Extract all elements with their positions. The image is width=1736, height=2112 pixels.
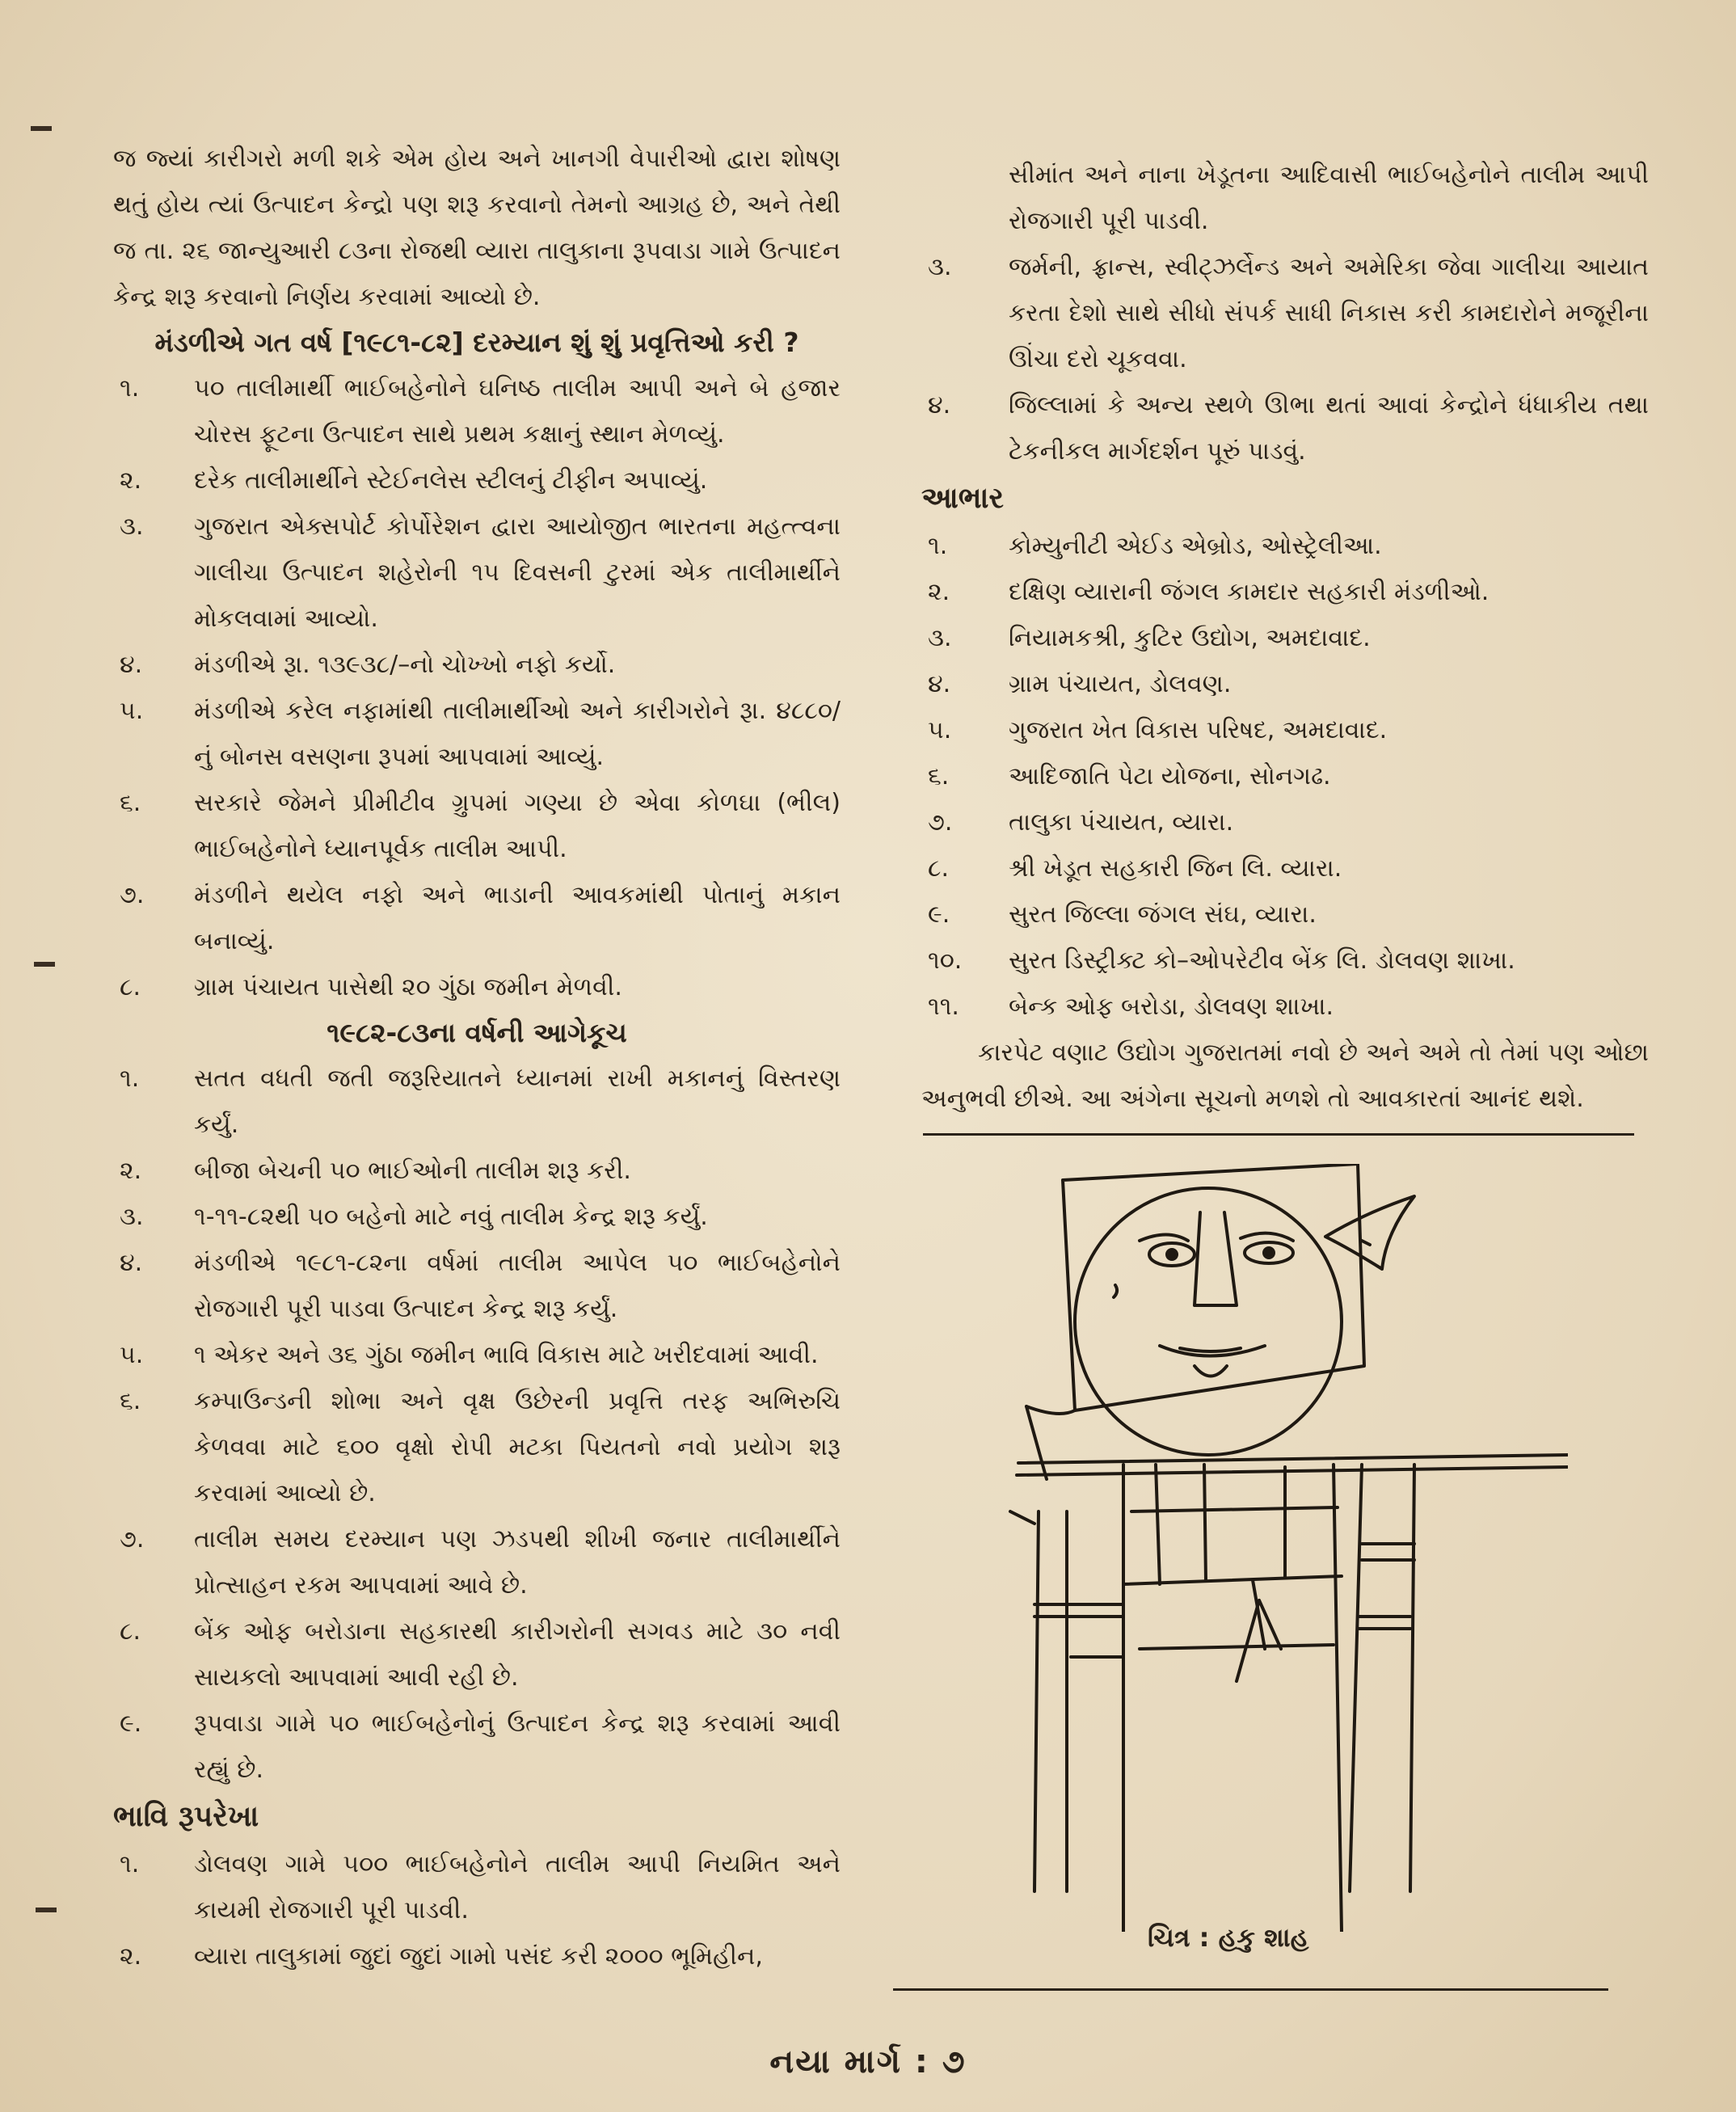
item-number: ૭. [120, 1525, 145, 1553]
list-item [921, 799, 1649, 845]
item-number: ૭. [928, 808, 953, 837]
divider-line [923, 1133, 1634, 1136]
item-text: ડોલવણ ગામે ૫૦૦ ભાઈબહેનોને તાલીમ આપી નિયમિત અને કાયમી રોજગારી પૂરી પાડવી. [194, 1850, 841, 1924]
item-text: સતત વધતી જતી જરૂરિયાતને ધ્યાનમાં રાખી મકાનનું વિસ્તરણ કર્યું. [194, 1064, 841, 1139]
list-item [921, 244, 1649, 382]
list-item [113, 504, 841, 642]
closing-paragraph: કારપેટ વણાટ ઉદ્યોગ ગુજરાતમાં નવો છે અને અમે તો તેમાં પણ ઓછા અનુભવી છીએ. આ અંગેના સૂચનો મળશે તો આવકારતાં આનંદ થશે. [921, 1039, 1649, 1113]
list-item [921, 892, 1649, 938]
list-item [113, 1378, 841, 1516]
item-number: ૬. [120, 789, 141, 817]
list-item [113, 1194, 841, 1240]
list-item [113, 642, 841, 688]
divider-line-bottom [893, 1988, 1608, 1991]
item-text: સુરત ડિસ્ટ્રીક્ટ કો–ઓપરેટીવ બેંક લિ. ડોલવણ શાખા. [1009, 946, 1515, 975]
item-text: શ્રી ખેડૂત સહકારી જિન લિ. વ્યારા. [1009, 854, 1342, 883]
list-item [921, 569, 1649, 615]
item-text: કમ્પાઉન્ડની શોભા અને વૃક્ષ ઉછેરની પ્રવૃત્તિ તરફ અભિરુચિ કેળવવા માટે ૬૦૦ વૃક્ષો રોપી મટકા પિયતનો નવો પ્રયોગ શરૂ કરવામાં આવ્યો છે. [194, 1387, 841, 1507]
item-text: મંડળીએ રૂા. ૧૩૯૩૮/–નો ચોખ્ખો નફો કર્યો. [194, 651, 616, 679]
item-number: ૭. [120, 881, 145, 909]
item-number: ૨. [120, 466, 142, 495]
item-number: ૧. [928, 532, 948, 560]
list-item [921, 984, 1649, 1030]
item-text: દક્ષિણ વ્યારાની જંગલ કામદાર સહકારી મંડળીઓ. [1009, 578, 1490, 606]
acknowledgement-list [921, 523, 1649, 1030]
list-item [921, 661, 1649, 707]
item-text: મંડળીએ ૧૯૮૧-૮૨ના વર્ષમાં તાલીમ આપેલ ૫૦ ભાઈબહેનોને રોજગારી પૂરી પાડવા ઉત્પાદન કેન્દ્ર શરૂ કર્યું. [194, 1249, 841, 1323]
list-item [113, 1332, 841, 1378]
item-number: ૯. [928, 900, 950, 929]
item-text: બીજા બેચની ૫૦ ભાઈઓની તાલીમ શરૂ કરી. [194, 1157, 631, 1185]
item-text: રૂપવાડા ગામે ૫૦ ભાઈબહેનોનું ઉત્પાદન કેન્દ્ર શરૂ કરવામાં આવી રહ્યું છે. [194, 1709, 841, 1784]
item-number: ૨. [120, 1157, 142, 1185]
future-plan-list [113, 1841, 841, 1979]
item-number: ૮. [120, 973, 141, 1001]
item-text: તાલીમ સમય દરમ્યાન પણ ઝડપથી શીખી જનાર તાલીમાર્થીને પ્રોત્સાહન રકમ આપવામાં આવે છે. [194, 1525, 841, 1600]
list-item [113, 365, 841, 457]
item-text: ૫૦ તાલીમાર્થી ભાઈબહેનોને ઘનિષ્ઠ તાલીમ આપી અને બે હજાર ચોરસ ફૂટના ઉત્પાદન સાથે પ્રથમ કક્ષાનું સ્થાન મેળવ્યું. [194, 374, 841, 449]
item-number: ૪. [928, 391, 951, 419]
item-text: આદિજાતિ પેટા યોજના, સોનગઢ. [1009, 762, 1331, 790]
item-number: ૯. [120, 1709, 142, 1738]
item-text: ૧ એકર અને ૩૬ ગુંઠા જમીન ભાવિ વિકાસ માટે ખરીદવામાં આવી. [194, 1341, 819, 1369]
item-text: દરેક તાલીમાર્થીને સ્ટેઈનલેસ સ્ટીલનું ટીફીન અપાવ્યું. [194, 466, 708, 495]
item-text: ગ્રામ પંચાયત પાસેથી ૨૦ ગુંઠા જમીન મેળવી. [194, 973, 622, 1001]
item-number: ૨. [928, 578, 950, 606]
item-text: સરકારે જેમને પ્રીમીટીવ ગ્રુપમાં ગણ્યા છે એવા કોળઘા (ભીલ) ભાઈબહેનોને ધ્યાનપૂર્વક તાલીમ આપી. [194, 789, 841, 863]
item-text: સીમાંત અને નાના ખેડૂતના આદિવાસી ભાઈબહેનોને તાલીમ આપી રોજગારી પૂરી પાડવી. [1009, 161, 1649, 235]
figure-illustration [1002, 1164, 1568, 1932]
item-text: બેન્ક ઓફ બરોડા, ડોલવણ શાખા. [1009, 993, 1334, 1021]
item-number: ૬. [928, 762, 950, 790]
list-item [113, 780, 841, 872]
list-item [113, 872, 841, 964]
item-text: ગુજરાત એક્સપોર્ટ કોર્પોરેશન દ્વારા આયોજીત ભારતના મહત્ત્વના ગાલીચા ઉત્પાદન શહેરોની ૧૫ દિવસની ટુરમાં એક તાલીમાર્થીને મોકલવામાં આવ્યો. [194, 512, 841, 633]
list-item [113, 1056, 841, 1148]
list-item [113, 1701, 841, 1793]
left-column [113, 136, 841, 1979]
binding-mark [31, 126, 52, 131]
item-number: ૬. [120, 1387, 141, 1415]
item-number: ૨. [120, 1942, 142, 1971]
list-item [113, 457, 841, 504]
item-number: ૮. [928, 854, 950, 883]
item-number: ૪. [928, 670, 951, 698]
list-item [113, 1841, 841, 1933]
item-number: ૧૧. [928, 993, 959, 1021]
binding-mark [36, 1908, 57, 1912]
item-text: મંડળીને થયેલ નફો અને ભાડાની આવકમાંથી પોતાનું મકાન બનાવ્યું. [194, 881, 841, 955]
item-text: નિયામકશ્રી, કુટિર ઉદ્યોગ, અમદાવાદ. [1009, 624, 1371, 652]
item-number: ૫. [120, 697, 144, 725]
item-number: ૫. [928, 716, 952, 744]
item-number: ૩. [928, 624, 952, 652]
intro-paragraph: જ જ્યાં કારીગરો મળી શકે એમ હોય અને ખાનગી વેપારીઓ દ્વારા શોષણ થતું હોય ત્યાં ઉત્પાદન કેન્દ્રો પણ શરૂ કરવાનો તેમનો આગ્રહ છે, અને તેથી જ તા. ૨૬ જાન્યુઆરી ૮૩ના રોજથી વ્યારા તાલુકાના રૂપવાડા ગામે ઉત્પાદન કેન્દ્ર શરૂ કરવાનો નિર્ણય કરવામાં આવ્યો છે. [113, 145, 841, 311]
illustration-caption: ચિત્ર : હકુ શાહ [1148, 1922, 1309, 1953]
list-item [113, 1148, 841, 1194]
activities-heading: મંડળીએ ગત વર્ષ [૧૯૮૧-૮૨] દરમ્યાન શું શું પ્રવૃત્તિઓ કરી ? [154, 327, 799, 358]
item-number: ૧. [120, 1850, 140, 1878]
item-number: ૩. [120, 512, 144, 541]
list-item [921, 938, 1649, 984]
item-text: તાલુકા પંચાયત, વ્યારા. [1009, 808, 1234, 837]
acknowledgement-title: આભાર [921, 482, 1005, 515]
item-number: ૫. [120, 1341, 144, 1369]
list-item [113, 1516, 841, 1608]
item-text: ૧-૧૧-૮૨થી ૫૦ બહેનો માટે નવું તાલીમ કેન્દ્ર શરૂ કર્યું. [194, 1203, 708, 1231]
item-number: ૩. [120, 1203, 144, 1231]
list-item [921, 523, 1649, 569]
item-text: જર્મની, ફ્રાન્સ, સ્વીટ્ઝર્લેન્ડ અને અમેરિકા જેવા ગાલીચા આયાત કરતા દેશો સાથે સીધો સંપર્ક સાધી નિકાસ કરી કામદારોને મજૂરીના ઊંચા દરો ચૂકવવા. [1009, 253, 1649, 373]
list-item [113, 688, 841, 780]
item-number: ૧. [120, 1064, 140, 1093]
activities-list [113, 365, 841, 1010]
item-number: ૪. [120, 1249, 143, 1277]
item-text: મંડળીએ કરેલ નફામાંથી તાલીમાર્થીઓ અને કારીગરોને રૂા. ૪૮૮૦/નું બોનસ વસણના રૂપમાં આપવામાં આવ્યું. [194, 697, 841, 771]
list-item [921, 845, 1649, 892]
progress-heading: ૧૯૮૨-૮૩ના વર્ષની આગેકૂચ [327, 1017, 627, 1048]
item-text: કોમ્યુનીટી એઈડ એબ્રોડ, ઓસ્ટ્રેલીઆ. [1009, 532, 1382, 560]
page-footer: નયા માર્ગ : ૭ [769, 2043, 967, 2080]
item-number: ૪. [120, 651, 143, 679]
list-item [113, 1240, 841, 1332]
list-item-continuation [921, 152, 1649, 244]
list-item [113, 964, 841, 1010]
item-text: વ્યારા તાલુકામાં જુદાં જુદાં ગામો પસંદ કરી ૨૦૦૦ ભૂમિહીન, [194, 1942, 763, 1971]
item-text: ગ્રામ પંચાયત, ડોલવણ. [1009, 670, 1232, 698]
item-number: ૮. [120, 1617, 141, 1646]
item-number: ૩. [928, 253, 952, 281]
right-column [921, 152, 1649, 1122]
future-plan-list-continued [921, 244, 1649, 474]
item-number: ૧. [120, 374, 140, 403]
item-text: સુરત જિલ્લા જંગલ સંઘ, વ્યારા. [1009, 900, 1317, 929]
list-item [921, 615, 1649, 661]
list-item [113, 1933, 841, 1979]
future-plan-title: ભાવિ રૂપરેખા [113, 1800, 259, 1833]
binding-mark [34, 962, 55, 967]
item-text: ગુજરાત ખેત વિકાસ પરિષદ, અમદાવાદ. [1009, 716, 1388, 744]
item-number: ૧૦. [928, 946, 963, 975]
progress-list [113, 1056, 841, 1793]
list-item [921, 707, 1649, 753]
list-item [921, 382, 1649, 474]
item-text: બેંક ઓફ બરોડાના સહકારથી કારીગરોની સગવડ માટે ૩૦ નવી સાયકલો આપવામાં આવી રહી છે. [194, 1617, 841, 1692]
list-item [113, 1608, 841, 1701]
list-item [921, 753, 1649, 799]
item-text: જિલ્લામાં કે અન્ય સ્થળે ઊભા થતાં આવાં કેન્દ્રોને ધંધાકીય તથા ટેકનીકલ માર્ગદર્શન પૂરું પાડવું. [1009, 391, 1649, 466]
